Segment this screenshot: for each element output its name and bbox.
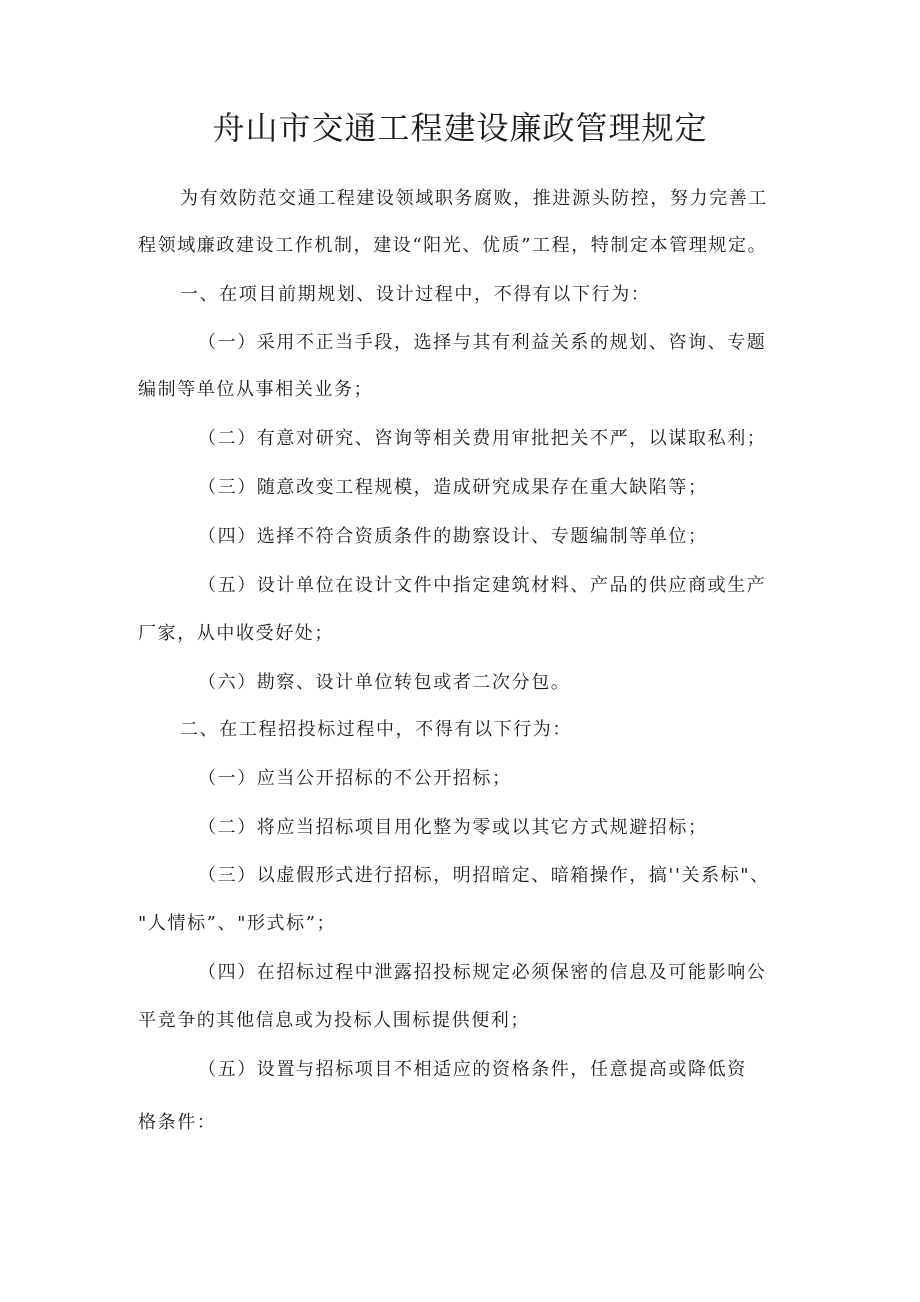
section-1-item-3: （三）随意改变工程规模，造成研究成果存在重大缺陷等；: [198, 477, 708, 498]
intro-line-2: 程领域廉政建设工作机制，建设“阳光、优质”工程，特制定本管理规定。: [138, 235, 768, 256]
section-2-item-2: （二）将应当招标项目用化整为零或以其它方式规避招标；: [198, 817, 708, 838]
section-2-item-4-line-1: （四）在招标过程中泄露招投标规定必须保密的信息及可能影响公: [198, 962, 767, 983]
section-2-item-3-line-1: （三）以虚假形式进行招标，明招暗定、暗箱操作，搞''关系标"、: [198, 865, 770, 886]
document-title: 舟山市交通工程建设廉政管理规定: [212, 109, 708, 147]
section-2-heading: 二、在工程招投标过程中，不得有以下行为：: [180, 719, 572, 740]
section-2-item-5-line-2: 格条件：: [138, 1112, 217, 1133]
section-1-item-5-line-1: （五）设计单位在设计文件中指定建筑材料、产品的供应商或生产: [198, 575, 767, 596]
section-2-item-3-line-2: "人情标”、"形式标”；: [138, 913, 337, 934]
section-1-item-5-line-2: 厂家，从中收受好处；: [138, 623, 334, 644]
section-1-item-1-line-1: （一）采用不正当手段，选择与其有利益关系的规划、咨询、专题: [198, 332, 767, 353]
section-2-item-1: （一）应当公开招标的不公开招标；: [198, 768, 512, 789]
section-1-item-4: （四）选择不符合资质条件的勘察设计、专题编制等单位；: [198, 526, 708, 547]
section-1-item-6: （六）勘察、设计单位转包或者二次分包。: [198, 672, 571, 693]
section-1-item-2: （二）有意对研究、咨询等相关费用审批把关不严，以谋取私利；: [198, 428, 767, 449]
intro-line-1: 为有效防范交通工程建设领域职务腐败，推进源头防控，努力完善工: [180, 188, 768, 209]
section-1-item-1-line-2: 编制等单位从事相关业务；: [138, 379, 374, 400]
section-2-item-4-line-2: 平竞争的其他信息或为投标人围标提供便利；: [138, 1010, 530, 1031]
section-2-item-5-line-1: （五）设置与招标项目不相适应的资格条件，任意提高或降低资: [198, 1059, 747, 1080]
section-1-heading: 一、在项目前期规划、设计过程中，不得有以下行为：: [180, 284, 651, 305]
